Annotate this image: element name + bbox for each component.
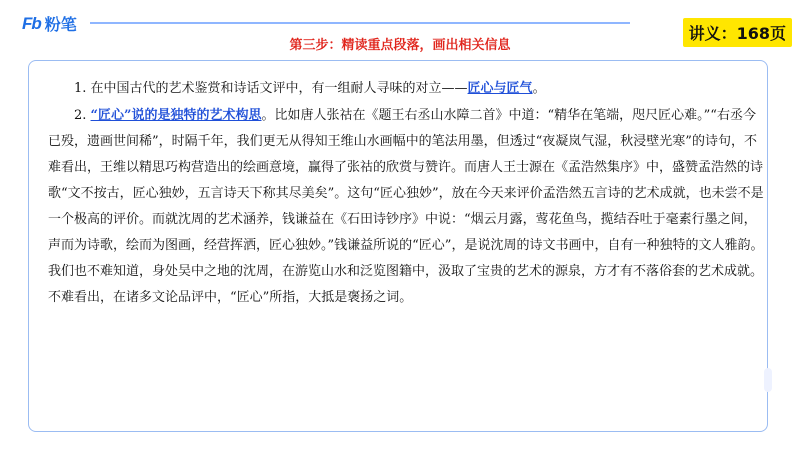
handout-page-badge: 讲义：168页 xyxy=(683,18,792,47)
scroll-handle[interactable] xyxy=(764,368,772,392)
header-divider xyxy=(90,22,630,24)
logo-mark: Fb xyxy=(22,13,41,33)
paragraph-1 xyxy=(48,76,764,102)
logo xyxy=(22,12,77,35)
paragraph-2-prefix: 2. xyxy=(74,108,91,123)
paragraph-2 xyxy=(48,103,764,311)
paragraph-2-body: 。比如唐人张祜在《题王右丞山水障二首》中道：“精华在笔端，咫尺匠心难。”“右丞今已殁，遗画世间稀”，时隔千年，我们更无从得知王维山水画幅中的笔法用墨，但透过“夜凝岚气湿，秋浸壁光寒”的诗句，不难看出，王维以精思巧构营造出的绘画意境，赢得了张祜的欣赏与赞许。而唐人王士源在《孟浩然集序》中，盛赞孟浩然的诗歌“文不按古，匠心独妙，五言诗天下称其尽美矣”。这句“匠心独妙”，放在今天来评价孟浩然五言诗的艺术成就，也未尝不是一个极高的评价。而就沈周的艺术涵养，钱谦益在《石田诗钞序》中说：“烟云月露，莺花鱼鸟，揽结吞吐于毫素行墨之间，声而为诗歌，绘而为图画，经营挥洒，匠心独妙。”钱谦益所说的“匠心”，是说沈周的诗文书画中，自有一种独特的文人雅韵。我们也不难知道，身处吴中之地的沈周，在游览山水和泛览图籍中，汲取了宝贵的艺术的源泉，方才有不落俗套的艺术成就。不难看出，在诸多文论品评中，“匠心”所指，大抵是褒扬之词。 xyxy=(48,108,764,305)
passage xyxy=(48,76,764,311)
paragraph-1-prefix: 1. 在中国古代的艺术鉴赏和诗话文评中，有一组耐人寻味的对立—— xyxy=(74,81,468,96)
step-title: 第三步：精读重点段落，画出相关信息 xyxy=(289,38,511,53)
paragraph-2-highlight: “匠心”说的是独特的艺术构思 xyxy=(90,108,262,123)
paragraph-1-suffix: 。 xyxy=(532,81,546,96)
logo-text: 粉笔 xyxy=(44,15,77,34)
paragraph-1-highlight: 匠心与匠气 xyxy=(467,81,533,96)
